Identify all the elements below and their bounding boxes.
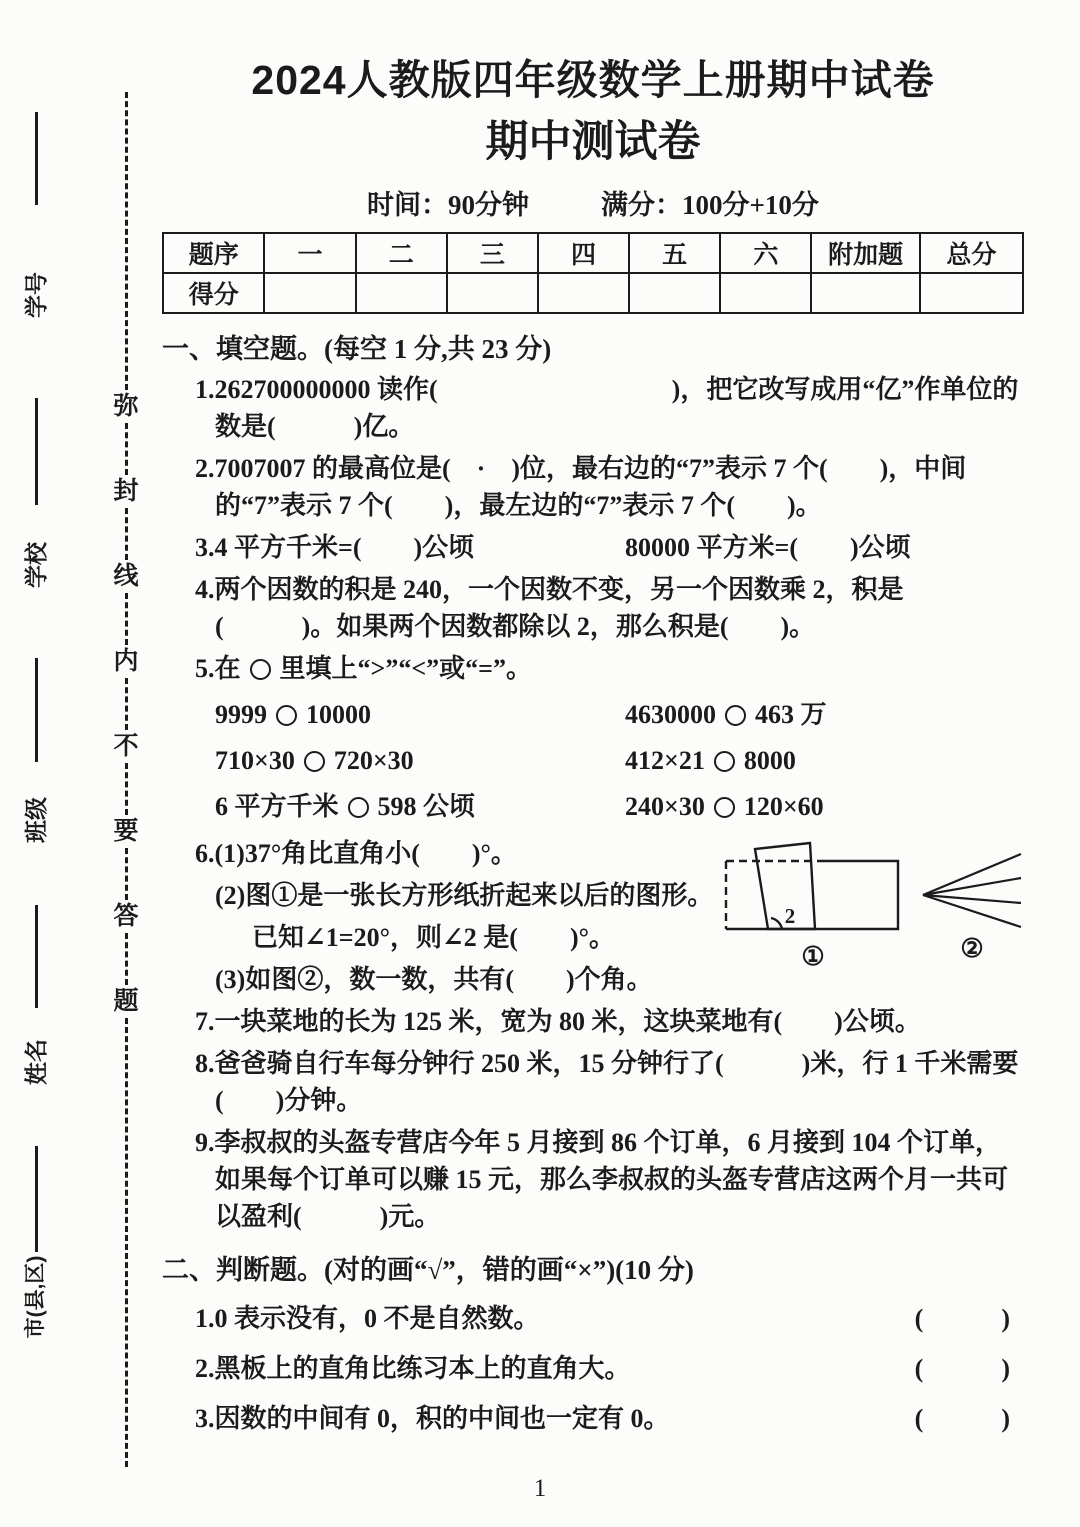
score-empty-cell <box>720 273 811 313</box>
judge-item-text: 2.黑板上的直角比练习本上的直角大。 <box>195 1353 631 1383</box>
angle-fan-figure <box>918 851 1026 964</box>
section-fill-in-blanks <box>162 327 1024 1235</box>
seal-char: 内 <box>113 647 139 675</box>
comparison-right <box>625 738 796 784</box>
comparison-circle <box>714 751 735 772</box>
score-value-row <box>163 273 1023 313</box>
comparison-operand: 240×30 <box>625 791 705 821</box>
judge-answer-bracket: ( ) <box>914 1403 1010 1433</box>
comparison-right <box>625 692 827 738</box>
score-header-cell: 总分 <box>920 233 1023 273</box>
comparison-left <box>215 692 625 738</box>
label-class: 班级 <box>23 797 49 843</box>
fill-item-7: 7.一块菜地的长为 125 米，宽为 80 米，这块菜地有( )公顷。 <box>195 1006 921 1036</box>
comparison-row <box>215 692 1024 738</box>
seal-char: 答 <box>113 902 139 930</box>
figure-2-label: ② <box>960 933 984 963</box>
score-empty-cell <box>629 273 720 313</box>
exam-subtitle: 期中测试卷 <box>485 118 701 167</box>
section-fill-title: 一、填空题。(每空 1 分,共 23 分) <box>162 333 552 364</box>
seal-dash <box>125 593 128 645</box>
angle-rays-drawing <box>919 851 1025 931</box>
label-name: 姓名 <box>23 1039 49 1085</box>
score-header-cell: 题序 <box>163 233 264 273</box>
score-header-cell: 五 <box>629 233 720 273</box>
fill-item-8: 8.爸爸骑自行车每分钟行 250 米，15 分钟行了( )米，行 1 千米需要( )分钟。 <box>195 1048 1019 1115</box>
comparison-operand: 8000 <box>743 745 796 775</box>
comparison-circle <box>276 705 297 726</box>
judge-item-3 <box>162 1400 1024 1437</box>
ray <box>923 854 1021 895</box>
school-blank <box>35 398 38 505</box>
seal-char: 要 <box>113 817 139 845</box>
exam-meta <box>162 183 1024 222</box>
angle-arc <box>771 918 782 929</box>
exam-content <box>162 56 1024 1450</box>
seal-dash <box>125 763 128 815</box>
section-true-false <box>162 1248 1024 1437</box>
comparison-operand: 720×30 <box>333 745 414 775</box>
seal-dash <box>125 508 128 560</box>
score-header-cell: 六 <box>720 233 811 273</box>
fill-item-6-4: (3)如图②，数一数，共有( )个角。 <box>215 964 653 994</box>
fill-item-3b: 80000 平方米=( )公顷 <box>625 532 911 562</box>
score-table <box>162 232 1024 314</box>
comparison-circle <box>348 797 369 818</box>
fill-item-3 <box>162 529 1024 566</box>
score-empty-cell <box>538 273 629 313</box>
fill-item-2: 2.7007007 的最高位是( · )位，最右边的“7”表示 7 个( )，中间的“7”表示 7 个( )，最左边的“7”表示 7 个( )。 <box>195 453 967 520</box>
seal-line <box>112 92 140 1467</box>
comparison-operand: 10000 <box>306 699 371 729</box>
fill-item-9: 9.李叔叔的头盔专营店今年 5 月接到 86 个订单，6 月接到 104 个订单，如果每个订单可以赚 15 元，那么李叔叔的头盔专营店这两个月一共可以盈利( )元。 <box>195 1127 1009 1231</box>
comparison-operand: 120×60 <box>743 791 824 821</box>
judge-item-text: 1.0 表示没有，0 不是自然数。 <box>195 1303 540 1333</box>
comparison-circle <box>250 659 271 680</box>
score-empty-cell <box>811 273 919 313</box>
seal-dash <box>125 92 128 390</box>
label-city: 市(县,区) <box>24 1255 47 1339</box>
score-empty-cell <box>920 273 1023 313</box>
comparison-left <box>215 738 625 784</box>
seal-char: 不 <box>113 732 139 760</box>
score-header-cell: 三 <box>447 233 538 273</box>
seal-dash <box>125 678 128 730</box>
score-empty-cell <box>447 273 538 313</box>
folded-rectangle-drawing <box>722 839 904 939</box>
judge-item-1 <box>162 1300 1024 1337</box>
seal-dash <box>125 933 128 985</box>
figure-1-label: ① <box>801 941 825 971</box>
fill-item-4: 4.两个因数的积是 240，一个因数不变，另一个因数乘 2，积是( )。如果两个因数都除以 2，那么积是( )。 <box>195 574 904 641</box>
exam-title: 2024人教版四年级数学上册期中试卷 <box>251 57 935 103</box>
angle-2-label: 2 <box>784 903 796 928</box>
fill-item-6 <box>162 835 1024 998</box>
comparison-right <box>625 784 824 830</box>
page-number: 1 <box>533 1475 547 1502</box>
comparison-operand: 463 万 <box>755 699 827 729</box>
judge-answer-bracket: ( ) <box>914 1303 1010 1333</box>
score-empty-cell <box>356 273 447 313</box>
comparison-circle <box>714 797 735 818</box>
comparison-row <box>215 784 1024 830</box>
judge-item-2 <box>162 1350 1024 1387</box>
fill-item-5 <box>162 650 1024 687</box>
fill-item-6-3: 已知∠1=20°，则∠2 是( )°。 <box>252 922 615 952</box>
comparison-operand: 9999 <box>215 699 267 729</box>
judge-item-text: 3.因数的中间有 0，积的中间也一定有 0。 <box>195 1403 670 1433</box>
score-header-cell: 一 <box>264 233 355 273</box>
score-header-cell: 四 <box>538 233 629 273</box>
fill-item-6-2: (2)图①是一张长方形纸折起来以后的图形。 <box>215 880 714 910</box>
label-school: 学校 <box>23 542 49 588</box>
seal-dash <box>125 423 128 475</box>
ray <box>923 878 1021 895</box>
folded-paper-figure <box>722 839 904 972</box>
comparison-operand: 710×30 <box>215 745 295 775</box>
comparison-row <box>215 738 1024 784</box>
comparison-operand: 412×21 <box>625 745 705 775</box>
comparison-circle <box>725 705 746 726</box>
seal-dash <box>125 1018 128 1467</box>
fill-item-5a: 5.在 <box>195 653 241 683</box>
score-empty-cell <box>264 273 355 313</box>
judge-answer-bracket: ( ) <box>914 1353 1010 1383</box>
name-blank <box>35 905 38 1008</box>
seal-char: 弥 <box>113 392 139 420</box>
score-row-label: 得分 <box>163 273 264 313</box>
seal-char: 封 <box>113 477 139 505</box>
full-score-label: 满分：100分+10分 <box>601 189 819 220</box>
time-limit-label: 时间：90分钟 <box>367 189 530 220</box>
comparison-operand: 598 公顷 <box>377 791 476 821</box>
seal-char: 题 <box>113 987 139 1015</box>
score-header-cell: 二 <box>356 233 447 273</box>
fill-item-1: 1.262700000000 读作( )，把它改写成用“亿”作单位的数是( )亿。 <box>195 374 1019 441</box>
comparison-left <box>215 784 625 830</box>
section-judge-title: 二、判断题。(对的画“√”，错的画“×”)(10 分) <box>162 1254 694 1285</box>
label-student-number: 学号 <box>23 272 49 318</box>
fill-item-6-1: 6.(1)37°角比直角小( )°。 <box>195 838 517 868</box>
comparison-operand: 6 平方千米 <box>215 791 339 821</box>
score-header-cell: 附加题 <box>811 233 919 273</box>
class-blank <box>35 658 38 762</box>
comparison-circle <box>304 751 325 772</box>
fill-item-3a: 3.4 平方千米=( )公顷 <box>195 532 475 562</box>
seal-dash <box>125 848 128 900</box>
fill-item-5b: 里填上“>”“<”或“=”。 <box>279 653 532 683</box>
comparison-operand: 4630000 <box>625 699 716 729</box>
student-number-blank <box>35 112 38 205</box>
score-header-row <box>163 233 1023 273</box>
seal-char: 线 <box>113 562 139 590</box>
